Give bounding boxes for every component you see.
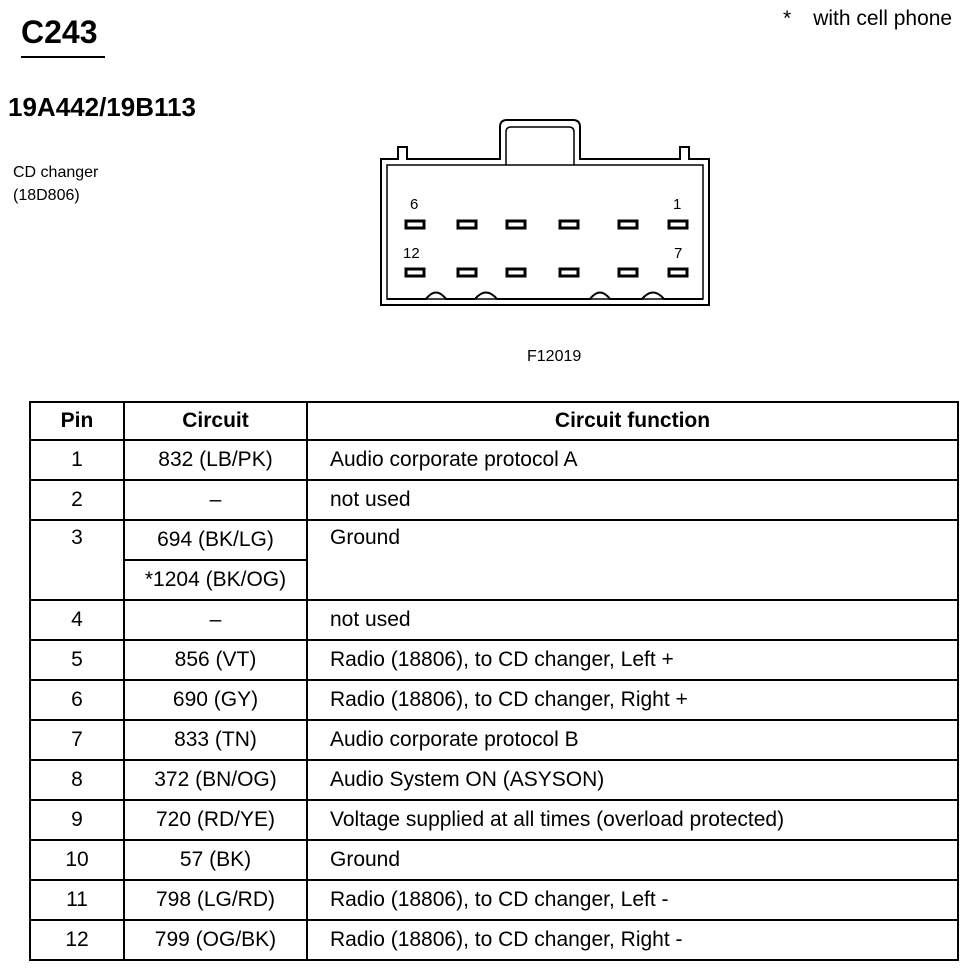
pin-cell: 11: [30, 880, 124, 920]
pin-table: [29, 401, 959, 961]
pin-cavity: [619, 221, 637, 228]
column-header-pin: Pin: [30, 402, 124, 440]
table-row: [30, 720, 958, 760]
circuit-cell: 832 (LB/PK): [124, 440, 307, 480]
pin-cavity: [406, 221, 424, 228]
pin-cavity: [458, 221, 476, 228]
table-row: [30, 440, 958, 480]
circuit-cell: 372 (BN/OG): [124, 760, 307, 800]
pin-cell: 9: [30, 800, 124, 840]
pin-label-1: 1: [673, 196, 682, 213]
pin-cell: 7: [30, 720, 124, 760]
table-row: [30, 800, 958, 840]
table-row: [30, 480, 958, 520]
connector-face-diagram: [370, 110, 720, 315]
function-cell: Voltage supplied at all times (overload protected): [307, 800, 958, 840]
pin-cell: 3: [30, 520, 124, 600]
table-row: [30, 600, 958, 640]
table-row: [30, 520, 958, 560]
part-number: 19A442/19B113: [8, 92, 196, 122]
pin-label-7: 7: [674, 245, 683, 262]
pin-cavity: [458, 269, 476, 276]
function-cell: Radio (18806), to CD changer, Left +: [307, 640, 958, 680]
table-row: [30, 880, 958, 920]
circuit-cell: 856 (VT): [124, 640, 307, 680]
pin-cell: 2: [30, 480, 124, 520]
function-cell: Radio (18806), to CD changer, Right -: [307, 920, 958, 960]
function-cell: Audio corporate protocol B: [307, 720, 958, 760]
table-row: [30, 920, 958, 960]
pin-cell: 6: [30, 680, 124, 720]
footnote: [783, 7, 952, 31]
component-part-code: (18D806): [13, 187, 80, 204]
function-cell: Ground: [307, 520, 958, 600]
function-cell: not used: [307, 480, 958, 520]
table-row: [30, 640, 958, 680]
column-header-circuit: Circuit: [124, 402, 307, 440]
circuit-cell: 798 (LG/RD): [124, 880, 307, 920]
footnote-marker: *: [783, 7, 792, 30]
pin-cavity: [507, 269, 525, 276]
component-name-line1: CD changer: [13, 164, 99, 181]
function-cell: Radio (18806), to CD changer, Right +: [307, 680, 958, 720]
circuit-cell: –: [124, 600, 307, 640]
table-row: [30, 840, 958, 880]
connector-latch: [506, 127, 574, 165]
pin-label-6: 6: [410, 196, 419, 213]
pin-cavity: [560, 221, 578, 228]
circuit-cell: 799 (OG/BK): [124, 920, 307, 960]
pin-cell: 10: [30, 840, 124, 880]
column-header-function: Circuit function: [307, 402, 958, 440]
function-cell: not used: [307, 600, 958, 640]
function-cell: Audio corporate protocol A: [307, 440, 958, 480]
connector-housing-outline: [381, 120, 709, 305]
function-cell: Radio (18806), to CD changer, Left -: [307, 880, 958, 920]
pin-cavity: [619, 269, 637, 276]
function-cell: Audio System ON (ASYSON): [307, 760, 958, 800]
circuit-cell: 57 (BK): [124, 840, 307, 880]
pin-cell: 8: [30, 760, 124, 800]
component-name: [13, 161, 98, 207]
circuit-cell: 833 (TN): [124, 720, 307, 760]
circuit-cell: 694 (BK/LG): [124, 520, 307, 560]
pin-label-12: 12: [403, 245, 420, 262]
pin-cell: 12: [30, 920, 124, 960]
table-row: [30, 680, 958, 720]
pin-cavity: [669, 269, 687, 276]
connector-inner-outline: [387, 165, 703, 299]
connector-keying-bumps: [387, 293, 703, 300]
connector-id-underline: [21, 56, 105, 58]
pin-cavity: [669, 221, 687, 228]
connector-id: C243: [21, 14, 98, 50]
footnote-text: with cell phone: [813, 7, 953, 30]
circuit-cell-alternate: *1204 (BK/OG): [124, 560, 307, 600]
pin-cell: 5: [30, 640, 124, 680]
pin-cavity: [507, 221, 525, 228]
connector-pin-cavities: [406, 221, 687, 276]
pin-cavity: [406, 269, 424, 276]
function-cell: Ground: [307, 840, 958, 880]
circuit-cell: 690 (GY): [124, 680, 307, 720]
circuit-cell: 720 (RD/YE): [124, 800, 307, 840]
pin-cavity: [560, 269, 578, 276]
table-row: [30, 760, 958, 800]
circuit-cell: –: [124, 480, 307, 520]
figure-code: F12019: [527, 348, 582, 365]
pin-cell: 1: [30, 440, 124, 480]
pin-cell: 4: [30, 600, 124, 640]
table-header-row: [30, 402, 958, 440]
